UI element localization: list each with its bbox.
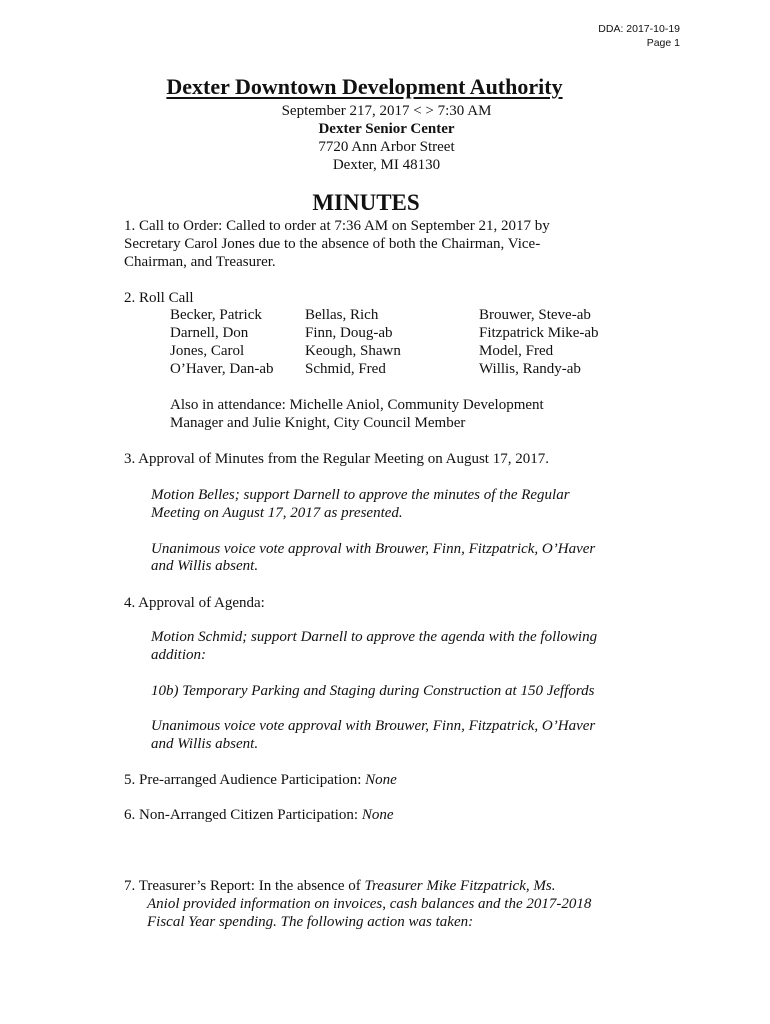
meeting-street: 7720 Ann Arbor Street — [318, 139, 455, 155]
meeting-date-time: September 217, 2017 < > 7:30 AM — [281, 103, 492, 119]
non-arranged-value: None — [361, 807, 394, 823]
also-in-attendance-line-2: Manager and Julie Knight, City Council Member — [170, 415, 466, 431]
agenda-vote-line-1: Unanimous voice vote approval with Brouwer, Finn, Fitzpatrick, O’Haver — [151, 718, 596, 734]
document-header — [598, 22, 680, 50]
roll-call-member: Willis, Randy-ab — [479, 361, 581, 377]
roll-call-member: Brouwer, Steve-ab — [479, 307, 591, 323]
roll-call-member: Bellas, Rich — [305, 307, 379, 323]
document-title: Dexter Downtown Development Authority — [166, 74, 563, 99]
minutes-vote-line-1: Unanimous voice vote approval with Brouwer, Finn, Fitzpatrick, O’Haver — [151, 541, 596, 557]
roll-call-member: Keough, Shawn — [305, 343, 401, 359]
page-number: Page 1 — [646, 37, 680, 49]
minutes-motion-line-2: Meeting on August 17, 2017 as presented. — [151, 505, 403, 521]
pre-arranged-value: None — [365, 772, 397, 788]
agenda-motion-line-2: addition: — [151, 647, 206, 663]
treasurer-report-label: 7. Treasurer’s Report: In the absence of — [124, 878, 365, 894]
roll-call-member: Becker, Patrick — [170, 307, 262, 323]
document-id: DDA: 2017-10-19 — [598, 23, 680, 35]
treasurer-report-line-1 — [124, 877, 555, 895]
also-in-attendance-line-1: Also in attendance: Michelle Aniol, Community Development — [170, 397, 544, 413]
minutes-vote-line-2: and Willis absent. — [151, 558, 259, 574]
roll-call-member: Jones, Carol — [170, 343, 245, 359]
treasurer-report-italic: Treasurer Mike Fitzpatrick, Ms. — [364, 878, 556, 894]
treasurer-report-line-3: Fiscal Year spending. The following action was taken: — [147, 914, 474, 930]
roll-call-member: Darnell, Don — [170, 325, 249, 341]
roll-call-member: Fitzpatrick Mike-ab — [479, 325, 599, 341]
agenda-addition: 10b) Temporary Parking and Staging during Construction at 150 Jeffords — [151, 683, 595, 699]
pre-arranged-participation — [124, 771, 397, 789]
meeting-venue: Dexter Senior Center — [318, 121, 455, 137]
roll-call-member: Finn, Doug-ab — [305, 325, 393, 341]
approval-of-agenda-label: 4. Approval of Agenda: — [124, 595, 265, 611]
agenda-vote-line-2: and Willis absent. — [151, 736, 259, 752]
minutes-heading: MINUTES — [312, 190, 420, 215]
meeting-city: Dexter, MI 48130 — [332, 157, 441, 173]
agenda-motion-line-1: Motion Schmid; support Darnell to approve the agenda with the following — [151, 629, 598, 645]
non-arranged-label: 6. Non-Arranged Citizen Participation: — [124, 807, 362, 823]
roll-call-member: Model, Fred — [479, 343, 554, 359]
call-to-order-line-3: Chairman, and Treasurer. — [124, 254, 276, 270]
minutes-motion-line-1: Motion Belles; support Darnell to approve the minutes of the Regular — [151, 487, 570, 503]
treasurer-report-line-2: Aniol provided information on invoices, cash balances and the 2017-2018 — [147, 896, 592, 912]
roll-call-member: Schmid, Fred — [305, 361, 386, 377]
call-to-order-line-2: Secretary Carol Jones due to the absence of both the Chairman, Vice- — [124, 236, 541, 252]
call-to-order-line-1: 1. Call to Order: Called to order at 7:36 AM on September 21, 2017 by — [124, 218, 550, 234]
pre-arranged-label: 5. Pre-arranged Audience Participation: — [124, 772, 366, 788]
non-arranged-participation — [124, 806, 394, 824]
roll-call-label: 2. Roll Call — [124, 290, 194, 306]
approval-of-minutes-label: 3. Approval of Minutes from the Regular Meeting on August 17, 2017. — [124, 451, 549, 467]
roll-call-member: O’Haver, Dan-ab — [170, 361, 274, 377]
